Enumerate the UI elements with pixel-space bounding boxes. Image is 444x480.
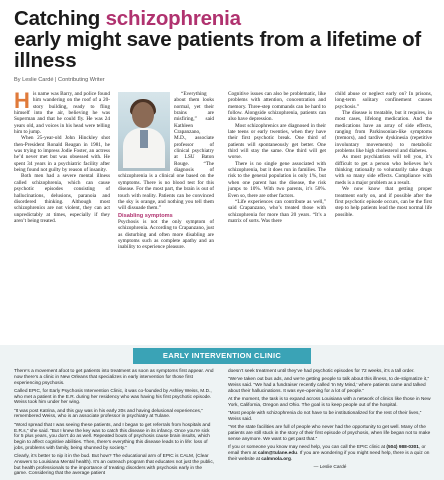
clinic-email-link[interactable]: calm@tulane.edu	[257, 450, 298, 456]
contact-text: If you or someone you know may need help, you can call the EPIC clinic at	[228, 445, 387, 451]
contact-text: . If you are wondering if you might need help, there is a quiz on their website at	[228, 450, 430, 462]
paragraph: We now know that getting proper treatment early on, and if possible after the first psychotic episode occurs, can be the first step to help patients lead the most normal life possible.	[335, 186, 432, 218]
sidebar-paragraph: doesn’t seek treatment until they’ve had psychotic episodes for 72 weeks, it’s a tall order.	[228, 369, 415, 374]
section-subhead: Disabling symptoms	[118, 212, 173, 219]
article-column-2	[118, 91, 214, 251]
sidebar-paragraph: There’s a movement afoot to get patients into treatment as soon as symptoms first appear. And now there’s a clinic in New Orleans that specializes in early intervention for those first experiencing psychosis.	[14, 369, 214, 386]
headline-part-2: early might save patients from a lifetime of illness	[14, 28, 422, 72]
doctor-photo	[118, 92, 170, 171]
article-headline	[14, 8, 434, 71]
byline: By Leslie Cardé | Contributing Writer	[14, 77, 105, 83]
contact-paragraph	[228, 445, 432, 462]
article-column-4	[335, 91, 432, 218]
clinic-website-link[interactable]: calmnola.org	[261, 456, 291, 462]
article-column-3	[228, 91, 326, 224]
paragraph: Psychosis is not the only symptom of schizophrenia. According to Crapanzano, just as disturbing and often more disabling are symptoms such as complete apathy and an inability to experience pleasure.	[118, 218, 214, 251]
paragraph: Both men had a severe mental illness called schizophrenia, which can cause psychotic episodes consisting of hallucinations, delusions, paranoia and disordered thinking. Although most schizophrenics are not violent, they can act unpredictably at times, especially if they aren’t being treated.	[14, 173, 110, 224]
contact-text: .	[290, 456, 293, 462]
headline-part-1: Catching	[14, 7, 106, 30]
sidebar-paragraph: Clearly, it’s better to nip it in the bud. But how? The educational arm of EPIC is CALM, (Clear Answers to Louisiana Mental health). It’s an outreach program that educates not just the public, but health professionals to the importance of treating disorders with psychosis early in the game. Considering that the average patient	[14, 454, 215, 477]
sidebar-paragraph: “We’ve taken out bus ads, and we’re getting people to talk about this illness, to de-stigmatize it,” Weiss said. “We had a fundraiser recently called ‘In My Mind,’ where patients came and talked about their hallucinations. It was eye-opening for a lot of people.”	[228, 377, 430, 394]
quote-paragraph	[118, 91, 214, 212]
paragraph: The disease is treatable, but it requires, in most cases, lifelong medication. And the medications have an array of side effects, ranging from Parkinsonian-like symptoms (tremors), and tardive dyskinesia (repetitive involuntary movements) to metabolic problems like high cholesterol and diabetes.	[335, 110, 432, 155]
sidebar-paragraph: “Most people with schizophrenia do not have to be institutionalized for the rest of their lives,” Weiss said.	[228, 411, 422, 423]
headline-accent: schizophrenia	[105, 7, 241, 30]
clinic-phone-link[interactable]: (504) 988-0301	[386, 445, 419, 451]
sidebar-signature: — Leslie Cardé	[313, 465, 347, 471]
sidebar-column-2	[228, 369, 432, 473]
sidebar-paragraph: At the moment, the task is to expand across Louisiana with a network of clinics like those in New York, California, Oregon and Ohio. The goal is to keep people out of the hospital.	[228, 397, 431, 408]
sidebar-paragraph: “Yet the state facilities are full of people who never had the opportunity to get well. Many of the patients are still stuck in the story of their first episode of psychosis, when life began not to make sense anymore. We want to get past that.”	[228, 425, 431, 442]
article-column-1	[14, 88, 110, 224]
sidebar-column-1	[14, 369, 216, 480]
quote-text: “Everything about them looks normal, yet their brains are misfiring,” said Kathleen Crapanzano, M.D., associate professor of clinical psychiatry at LSU Baton Rouge. “The diagnosis of schizophrenia is a clinical one based on the symptoms. There is no blood test for this disease. For the most part, the brain is out of touch with reality. Patients can be convinced the sky is orange, and nothing you tell them will dissuade them.”	[118, 91, 214, 212]
paragraph: As most psychiatrists will tell you, it’s difficult to get a person who believes he’s thinking rationally to voluntarily take drugs with so many side effects. Compliance with meds is a major problem as a result.	[335, 154, 432, 186]
paragraph: When 25-year-old John Hinckley shot then-President Ronald Reagan in 1981, he was trying to impress Jodie Foster, an actress he’d never met but was obsessed with. He spent 34 years in a psychiatric facility after being found not guilty by reason of insanity.	[14, 135, 110, 174]
sidebar-title: EARLY INTERVENTION CLINIC	[133, 348, 311, 364]
photo-face	[132, 102, 154, 128]
sidebar-paragraph: “It was post Katrina, and this guy was in his early 20s and having delusional experiences,” remembered Weiss, who is an associate professor in psychiatry at Tulane.	[14, 408, 203, 420]
contact-text: , or email them at	[228, 445, 426, 456]
lead-paragraph	[14, 88, 110, 136]
sidebar-paragraph: “Word spread that I was seeing these patients, and I began to get referrals from hospitals and E.R.s,” she said. “But I knew the key was to catch this disease in its infancy. Once you’re sick for 5 plus years, you don’t do as well. Repeated bouts of psychosis cause brain insults, which begin to affect cognitive abilities. Then, there’s everything this disease leads to in life: loss of jobs, problems with family, being shunned by society.”	[14, 422, 211, 451]
paragraph-continued: child abuse or neglect early on? In prisons, long-term solitary confinement causes psychosis.”	[335, 91, 432, 110]
drop-cap: H	[14, 88, 30, 113]
paragraph: Most schizophrenics are diagnosed in their late teens or early twenties, when they have their first psychotic break. One third of patients will spontaneously get better. One third will stay the same. One third will get worse.	[228, 122, 326, 161]
sidebar-paragraph: Called EPIC, for Early Psychosis Intervention Clinic, it was co-founded by Ashley Weiss, M.D., who met a patient in the E.R. during her residency who was having his first psychotic episode. Weiss took him under her wing.	[14, 388, 212, 406]
paragraph: “Life experiences can contribute as well,” said Crapanzano, who’s treated those with schizophrenia for more than 20 years. “It’s a matrix of sorts. Was there	[228, 198, 326, 224]
photo-shirt	[140, 130, 148, 148]
paragraph: There is no single gene associated with schizophrenia, but it does run in families. The risk to the general population is only 1%, but when one parent has the disease, the risk jumps to 10%. With two parents, it’s 50%. Even so, there are other factors.	[228, 160, 326, 199]
paragraph: Cognitive issues can also be problematic, like problems with attention, concentration and memory. Three-step commands can be hard to follow. Alongside schizophrenia, patients can also have depression.	[228, 91, 326, 123]
lead-text: is name was Barry, and police found him wandering on the roof of a 20-story building, ready to fling himself into the air, believing he was Superman and that he could fly. He was 24 years old, and voices in his head were telling him to jump.	[14, 91, 110, 136]
